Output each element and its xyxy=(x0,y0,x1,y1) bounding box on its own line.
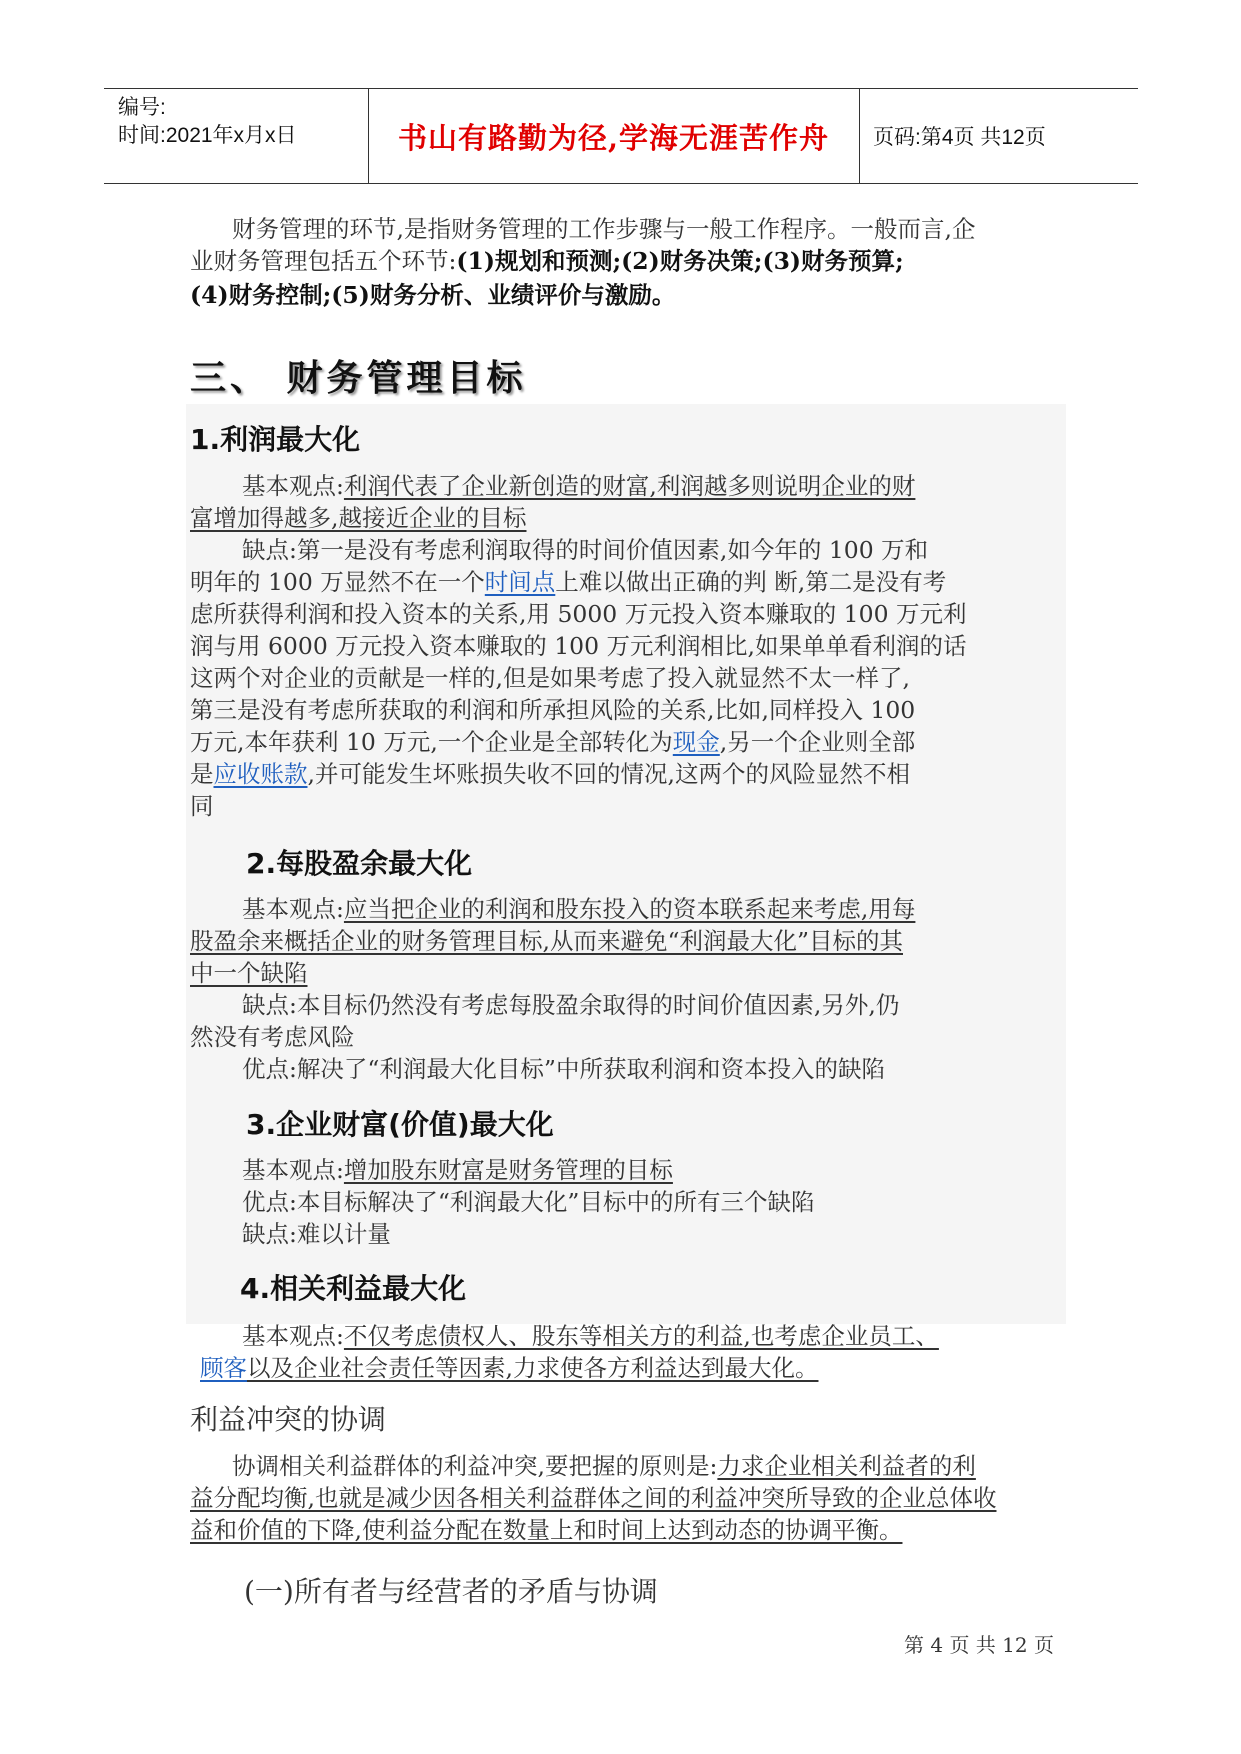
page-label: 页码:第4页 共12页 xyxy=(873,126,1046,149)
text: 协调相关利益群体的利益冲突,要把握的原则是: xyxy=(232,1452,718,1480)
conflict-title: 利益冲突的协调 xyxy=(190,1403,387,1436)
header-left-cell xyxy=(104,89,369,183)
s1-title: 1.利润最大化 xyxy=(190,423,361,456)
s1-con-line-1: 缺点:第一是没有考虑利润取得的时间价值因素,如今年的 100 万和 xyxy=(242,536,929,564)
s1-con-line-9: 同 xyxy=(190,792,214,820)
s2-adv: 优点:解决了“利润最大化目标”中所获取利润和资本投入的缺陷 xyxy=(242,1055,885,1083)
basic-label: 基本观点: xyxy=(242,895,344,923)
s2-basic-line-2: 股盈余来概括企业的财务管理目标,从而来避免“利润最大化”目标的其 xyxy=(190,927,903,955)
link-cash[interactable]: 现金 xyxy=(672,728,720,756)
text: 万元,本年获利 10 万元,一个企业是全部转化为 xyxy=(190,728,673,756)
s3-adv: 优点:本目标解决了“利润最大化”目标中的所有三个缺陷 xyxy=(242,1188,815,1216)
number-label: 编号: xyxy=(118,96,166,119)
basic-text: 以及企业社会责任等因素,力求使各方利益达到最大化。 xyxy=(247,1354,819,1382)
intro-text: 业财务管理包括五个环节: xyxy=(190,247,457,275)
s4-basic-line-1 xyxy=(242,1320,939,1352)
motto: 书山有路勤为径,学海无涯苦作舟 xyxy=(397,120,830,155)
s1-con-line-8 xyxy=(190,758,910,790)
link-customers[interactable]: 顾客 xyxy=(200,1354,247,1382)
s1-con-line-5: 这两个对企业的贡献是一样的,但是如果考虑了投入就显然不太一样了, xyxy=(190,664,910,692)
intro-steps: (1)规划和预测;(2)财务决策;(3)财务预算; xyxy=(456,247,904,275)
s2-title: 2.每股盈余最大化 xyxy=(246,847,473,880)
page-header xyxy=(104,88,1138,184)
s3-dis: 缺点:难以计量 xyxy=(242,1220,391,1248)
s1-con-line-3: 虑所获得利润和投入资本的关系,用 5000 万元投入资本赚取的 100 万元利 xyxy=(190,600,967,628)
text: 上难以做出正确的判 断,第二是没有考 xyxy=(555,568,947,596)
s2-basic-line-1 xyxy=(242,893,915,925)
header-page-cell xyxy=(861,89,1138,183)
section-title: 三、 财务管理目标 xyxy=(190,358,527,399)
intro-line-1: 财务管理的环节,是指财务管理的工作步骤与一般工作程序。一般而言,企 xyxy=(232,215,976,243)
s1-con-line-2 xyxy=(190,566,946,598)
text: ,并可能发生坏账损失收不回的情况,这两个的风险显然不相 xyxy=(307,760,910,788)
link-time-point[interactable]: 时间点 xyxy=(484,568,556,596)
s4-basic-line-2 xyxy=(200,1352,818,1384)
conflict-subtitle: (一)所有者与经营者的矛盾与协调 xyxy=(244,1575,658,1608)
text: ,另一个企业则全部 xyxy=(719,728,916,756)
text: 明年的 100 万显然不在一个 xyxy=(190,568,485,596)
intro-line-3: (4)财务控制;(5)财务分析、业绩评价与激励。 xyxy=(190,281,676,309)
basic-text: 增加股东财富是财务管理的目标 xyxy=(343,1156,673,1184)
s1-basic-line-1 xyxy=(242,470,915,502)
s1-con-line-7 xyxy=(190,726,915,758)
s4-title: 4.相关利益最大化 xyxy=(240,1272,467,1305)
intro-line-2 xyxy=(190,245,904,277)
conflict-line-2: 益分配均衡,也就是减少因各相关利益群体之间的利益冲突所导致的企业总体收 xyxy=(190,1484,997,1512)
time-label: 时间:2021年x月x日 xyxy=(118,124,297,147)
principle-text: 力求企业相关利益者的利 xyxy=(717,1452,976,1480)
s2-con-line-2: 然没有考虑风险 xyxy=(190,1023,355,1051)
s2-con-line-1: 缺点:本目标仍然没有考虑每股盈余取得的时间价值因素,另外,仍 xyxy=(242,991,900,1019)
page-footer: 第 4 页 共 12 页 xyxy=(904,1633,1054,1657)
basic-label: 基本观点: xyxy=(242,1156,344,1184)
link-receivables[interactable]: 应收账款 xyxy=(213,760,308,788)
conflict-line-3: 益和价值的下降,使利益分配在数量上和时间上达到动态的协调平衡。 xyxy=(190,1516,903,1544)
header-motto-cell xyxy=(368,89,860,183)
s3-title: 3.企业财富(价值)最大化 xyxy=(246,1108,554,1141)
text: 是 xyxy=(190,760,214,788)
basic-text: 利润代表了企业新创造的财富,利润越多则说明企业的财 xyxy=(343,472,916,500)
s2-basic-line-3: 中一个缺陷 xyxy=(190,959,308,987)
conflict-line-1 xyxy=(232,1450,976,1482)
s3-basic xyxy=(242,1154,673,1186)
s1-con-line-6: 第三是没有考虑所获取的利润和所承担风险的关系,比如,同样投入 100 xyxy=(190,696,916,724)
s1-con-line-4: 润与用 6000 万元投入资本赚取的 100 万元利润相比,如果单单看利润的话 xyxy=(190,632,967,660)
basic-label: 基本观点: xyxy=(242,472,344,500)
basic-text: 应当把企业的利润和股东投入的资本联系起来考虑,用每 xyxy=(343,895,916,923)
basic-label: 基本观点: xyxy=(242,1322,344,1350)
s1-basic-line-2: 富增加得越多,越接近企业的目标 xyxy=(190,504,527,532)
basic-text: 不仅考虑债权人、股东等相关方的利益,也考虑企业员工、 xyxy=(343,1322,939,1350)
